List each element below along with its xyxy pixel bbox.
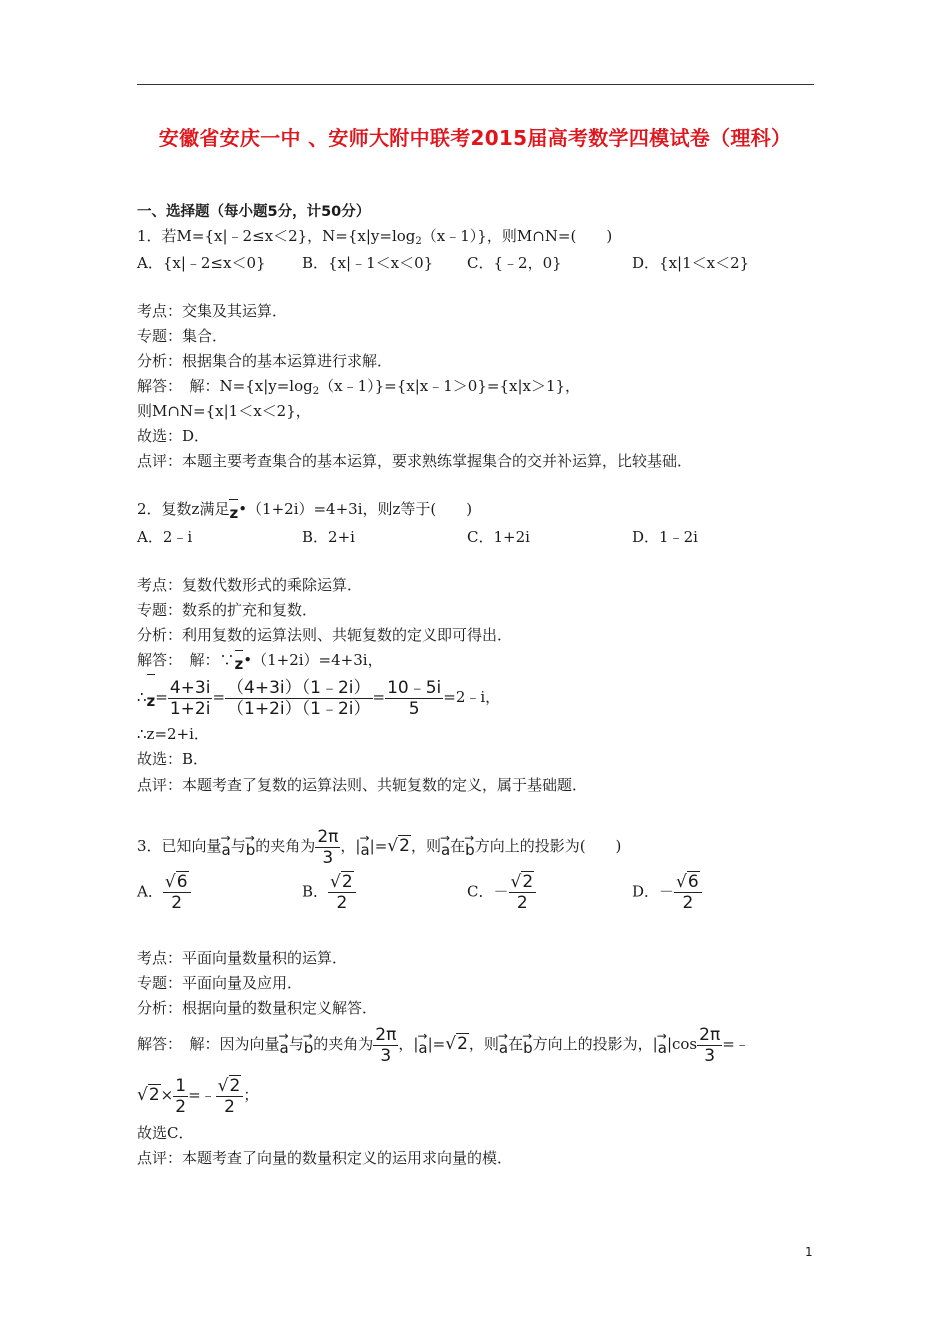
q2-zhuanti: 专题：数系的扩充和复数．	[137, 601, 318, 619]
q3-zai: 在	[450, 837, 466, 855]
q2-calc: ∴z= $\frac{4+3i}{1+2i}$ = $\frac{(4+3i)(1﹣2i)}{(1+2i)(1﹣2i)}$ = $\frac{10﹣5i}{5}$ =2﹣i，	[137, 672, 500, 724]
q1-jieda-line2: 则M∩N={x|1＜x＜2}，	[137, 402, 311, 420]
q2-therefore: ∴	[137, 688, 147, 706]
q2-jieda	[137, 648, 383, 674]
q3-stem-f: 方向上的投影为( )	[474, 837, 622, 855]
page-title: 安徽省安庆一中 、安师大附中联考2015届高考数学四模试卷（理科）	[158, 126, 792, 150]
q2-jieda-zbar: z	[235, 648, 244, 674]
q1-stem-a: 1．若M={x|﹣2≤x＜2}，N={x|y=log	[137, 227, 416, 245]
q1-answer: 故选：D．	[137, 427, 210, 445]
q2-option-c: C．1+2i	[467, 528, 530, 546]
q2-result: =2﹣i，	[443, 688, 501, 706]
q1-jieda-b: （x﹣1）}={x|x﹣1＞0}={x|x＞1}，	[319, 377, 581, 395]
q3-yu: 与	[230, 837, 246, 855]
q3-dianping: 点评：本题考查了向量的数量积定义的运用求向量的模．	[137, 1149, 513, 1167]
q1-stem-b: （x﹣1）}，则M∩N=( )	[421, 227, 613, 245]
q2-calc-zbar: z	[147, 672, 156, 724]
q3-jieda: 解答： 解：因为向量→ a与→ b的夹角为 $\frac{2\pi}{3}$ ，|→ a|=√2，则→ a在→ b方向上的投影为，|→ a|cos $\frac{2\pi}{3}$ =﹣	[137, 1020, 750, 1070]
q3-vector-a: → a	[222, 822, 231, 872]
header-rule	[137, 84, 814, 85]
q1-zhuanti: 专题：集合．	[137, 327, 228, 345]
q1-kaodian: 考点：交集及其运算．	[137, 302, 288, 320]
q2-option-b: B．2+i	[302, 528, 355, 546]
q2-option-d: D．1﹣2i	[632, 528, 698, 546]
q3-stem-b: 的夹角为	[255, 837, 316, 855]
q3-option-b: B． $\frac{√2}{2}$	[302, 872, 356, 913]
q1-jieda	[137, 376, 580, 402]
q2-stem-b: •（1+2i）=4+3i，则z等于( )	[238, 500, 473, 518]
q1-option-a: A．{x|﹣2≤x＜0}	[137, 254, 266, 272]
q2-z-result: ∴z=2+i．	[137, 725, 209, 743]
q1-jieda-a: 解答： 解：N={x|y=log	[137, 377, 313, 395]
q1-stem-sub: 2	[415, 236, 422, 247]
q3-calc: √2× $\frac{1}{2}$ =﹣ $\frac{√2}{2}$ ；	[137, 1075, 259, 1117]
q2-stem-a: 2．复数z满足	[137, 500, 230, 518]
q3-option-c: C．－ $\frac{√2}{2}$	[467, 872, 536, 913]
q2-answer: 故选：B．	[137, 750, 209, 768]
q2-kaodian: 考点：复数代数形式的乘除运算．	[137, 576, 363, 594]
q3-vector-a-3: → a	[441, 822, 450, 872]
q3-option-d: D．－ $\frac{√6}{2}$	[632, 872, 702, 913]
q2-jieda-a: 解答： 解：∵	[137, 651, 235, 669]
q3-vector-b-2: → b	[465, 822, 475, 872]
q3-kaodian: 考点：平面向量数量积的运算．	[137, 949, 348, 967]
q3-angle-frac: $\frac{2\pi}{3}$	[317, 826, 339, 868]
page-number: 1	[805, 1245, 813, 1259]
q2-stem	[137, 497, 472, 523]
q2-frac-1: $\frac{4+3i}{1+2i}$	[169, 677, 211, 719]
q2-frac-3: $\frac{10﹣5i}{5}$	[387, 677, 442, 719]
q3-sqrt2: √2	[387, 836, 410, 856]
q3-answer: 故选C．	[137, 1124, 194, 1142]
q2-frac-2: $\frac{(4+3i)(1﹣2i)}{(1+2i)(1﹣2i)}$	[227, 677, 371, 719]
q3-vector-b: → b	[246, 822, 256, 872]
q1-option-c: C．{﹣2，0}	[467, 254, 562, 272]
q3-fenxi: 分析：根据向量的数量积定义解答．	[137, 999, 378, 1017]
q1-option-b: B．{x|﹣1＜x＜0}	[302, 254, 434, 272]
q3-stem-c: ，|	[340, 837, 361, 855]
section-heading: 一、选择题（每小题5分，计50分）	[137, 204, 371, 220]
q3-stem	[137, 822, 621, 872]
q2-dianping: 点评：本题考查了复数的运算法则、共轭复数的定义，属于基础题．	[137, 776, 588, 794]
q1-jieda-sub: 2	[312, 386, 320, 397]
q3-stem-d: |=	[369, 837, 388, 855]
q3-stem-e: ，则	[410, 837, 441, 855]
q3-zhuanti: 专题：平面向量及应用．	[137, 974, 303, 992]
q2-fenxi: 分析：利用复数的运算法则、共轭复数的定义即可得出．	[137, 626, 513, 644]
q1-stem	[137, 226, 612, 252]
q1-fenxi: 分析：根据集合的基本运算进行求解．	[137, 352, 393, 370]
q2-zbar: z	[229, 497, 238, 523]
q1-option-d: D．{x|1＜x＜2}	[632, 254, 750, 272]
q3-stem-a: 3．已知向量	[137, 837, 222, 855]
q3-vector-a-2: → a	[360, 822, 369, 872]
q2-jieda-b: •（1+2i）=4+3i，	[243, 651, 383, 669]
q3-option-a: A． $\frac{√6}{2}$	[137, 872, 191, 913]
q1-dianping: 点评：本题主要考查集合的基本运算，要求熟练掌握集合的交并补运算，比较基础．	[137, 452, 693, 470]
q2-option-a: A．2﹣i	[137, 528, 193, 546]
